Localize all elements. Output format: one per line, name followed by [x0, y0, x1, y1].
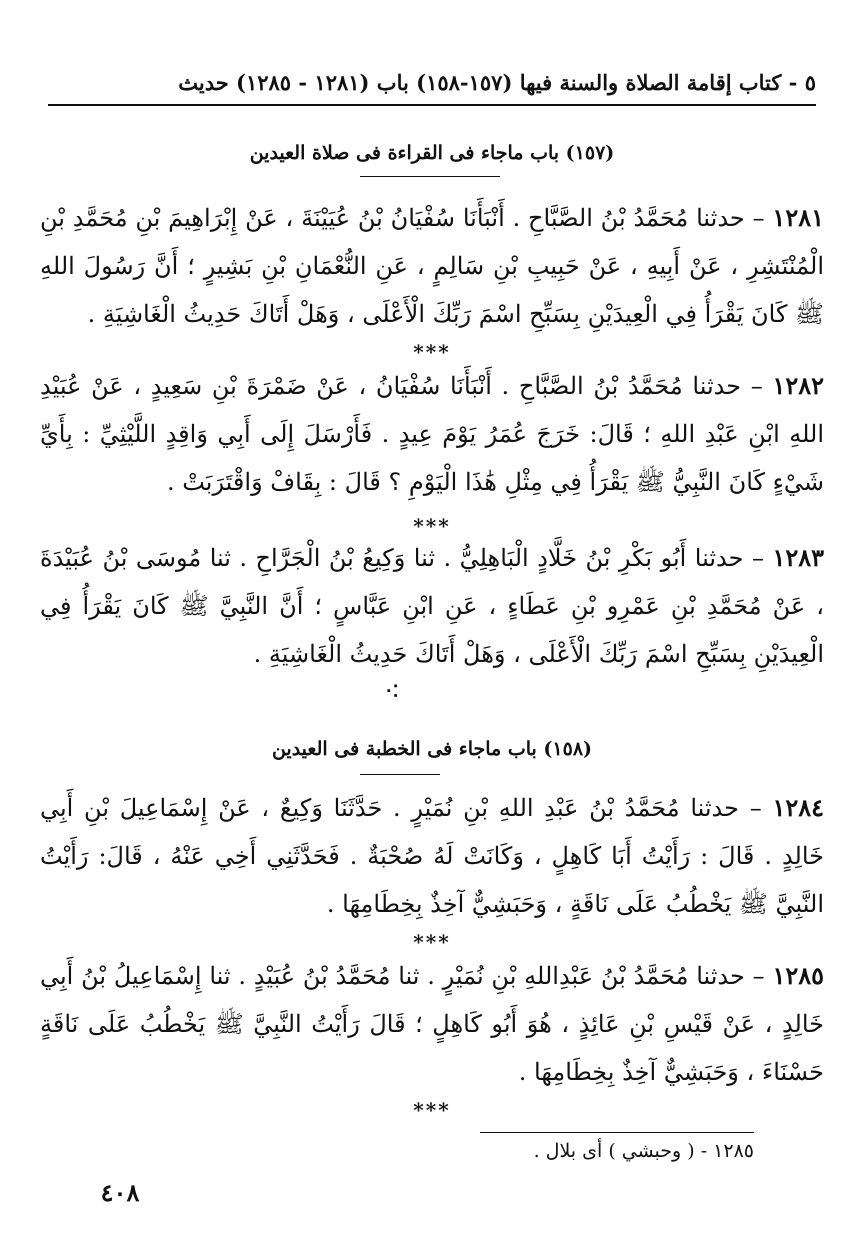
- hadith-dash: –: [744, 962, 765, 990]
- hadith-1282: [40, 362, 824, 506]
- chapter-title-157: (١٥٧) باب ماجاء فى القراءة فى صلاة العيدين: [249, 142, 615, 164]
- separator-stars: ***: [413, 340, 451, 364]
- hadith-text: حدثنا مُحَمَّدُ بْنُ عَبْدِ اللهِ بْنِ نُمَيْرٍ . حَدَّثَنَا وَكِيعٌ ، عَنْ إِسْمَاعِيلَ بْنِ أَبِي خَالِدٍ . قَالَ : رَأَيْتُ أَبَا كَاهِلٍ ، وَكَانَتْ لَهُ صُحْبَةٌ . فَحَدَّثَنِي أَخِي عَنْهُ ، قَالَ: رَأَيْتُ النَّبِيَّ ﷺ يَخْطُبُ عَلَى نَاقَةٍ ، وَحَبَشِيٌّ آخِذٌ بِخِطَامِهَا .: [40, 794, 824, 918]
- footnote-rule: [480, 1132, 754, 1133]
- hadith-dash: –: [744, 204, 765, 232]
- hadith-text: حدثنا أَبُو بَكْرِ بْنُ خَلَّادٍ الْبَاهِلِيُّ . ثنا وَكِيعُ بْنُ الْجَرَّاحِ . ثنا مُوسَى بْنُ عُبَيْدَةَ ، عَنْ مُحَمَّدِ بْنِ عَمْرِو بْنِ عَطَاءٍ ، عَنِ ابْنِ عَبَّاسٍ ؛ أَنَّ النَّبِيَّ ﷺ كَانَ يَقْرَأُ فِي الْعِيدَيْنِ بِسَبِّحِ اسْمَ رَبِّكَ الْأَعْلَى ، وَهَلْ أَتَاكَ حَدِيثُ الْغَاشِيَةِ .: [40, 544, 824, 668]
- hadith-1283: [40, 534, 824, 678]
- hadith-text: حدثنا مُحَمَّدُ بْنُ عَبْدِاللهِ بْنِ نُمَيْرٍ . ثنا مُحَمَّدُ بْنُ عُبَيْدٍ . ثنا إِسْمَاعِيلُ بْنُ أَبِي خَالِدٍ ، عَنْ قَيْسِ بْنِ عَائِذٍ ، هُوَ أَبُو كَاهِلٍ ؛ قَالَ رَأَيْتُ النَّبِيَّ ﷺ يَخْطُبُ عَلَى نَاقَةٍ حَسْنَاءَ ، وَحَبَشِيٌّ آخِذٌ بِخِطَامِهَا .: [40, 962, 824, 1086]
- chapter-title-underline: [360, 176, 500, 177]
- separator-stars: ***: [413, 1098, 451, 1122]
- hadith-number: ١٢٨٥: [772, 961, 824, 990]
- hadith-number: ١٢٨٣: [772, 543, 824, 572]
- footnote: ١٢٨٥ - ( وحبشي ) أى بلال .: [533, 1140, 754, 1162]
- hadith-1285: [40, 952, 824, 1096]
- hadith-text: حدثنا مُحَمَّدُ بْنُ الصَّبَّاحِ . أَنْبَأَنَا سُفْيَانُ ، عَنْ ضَمْرَةَ بْنِ سَعِيدٍ ، عَنْ عُبَيْدِ اللهِ ابْنِ عَبْدِ اللهِ ؛ قَالَ: خَرَجَ عُمَرُ يَوْمَ عِيدٍ . فَأَرْسَلَ إِلَى أَبِي وَاقِدٍ اللَّيْثِيِّ : بِأَيِّ شَيْءٍ كَانَ النَّبِيُّ ﷺ يَقْرَأُ فِي مِثْلِ هَٰذَا الْيَوْمِ ؟ قَالَ : بِقَافْ وَاقْتَرَبَتْ .: [40, 372, 824, 496]
- chapter-title-158: (١٥٨) باب ماجاء فى الخطبة فى العيدين: [271, 738, 593, 760]
- header-rule: [48, 104, 816, 106]
- hadith-number: ١٢٨١: [772, 203, 824, 232]
- separator-stars: ***: [413, 514, 451, 538]
- hadith-number: ١٢٨٤: [772, 793, 824, 822]
- hadith-1281: [40, 194, 824, 338]
- hadith-1284: [40, 784, 824, 928]
- hadith-number: ١٢٨٢: [772, 371, 824, 400]
- hadith-dash: –: [739, 794, 762, 822]
- hadith-dash: –: [741, 372, 763, 400]
- page-number: ٤٠٨: [100, 1178, 140, 1207]
- chapter-title-underline: [360, 774, 440, 775]
- hadith-text: حدثنا مُحَمَّدُ بْنُ الصَّبَّاحِ . أَنْبَأَنَا سُفْيَانُ بْنُ عُيَيْنَةَ ، عَنْ إِبْرَاهِيمَ بْنِ مُحَمَّدِ بْنِ الْمُنْتَشِرِ ، عَنْ أَبِيهِ ، عَنْ حَبِيبِ بْنِ سَالِمٍ ، عَنِ النُّعْمَانِ بْنِ بَشِيرٍ ؛ أَنَّ رَسُولَ اللهِ ﷺ كَانَ يَقْرَأُ فِي الْعِيدَيْنِ بِسَبِّحِ اسْمَ رَبِّكَ الْأَعْلَى ، وَهَلْ أَتَاكَ حَدِيثُ الْغَاشِيَةِ .: [40, 204, 825, 328]
- separator-stars: ***: [413, 930, 451, 954]
- hadith-dash: –: [743, 544, 764, 572]
- running-head: ٥ - كتاب إقامة الصلاة والسنة فيها (١٥٧-١٥٨) باب (١٢٨١ - ١٢٨٥) حديث: [178, 70, 816, 95]
- section-end-dots: ⁖: [384, 675, 401, 708]
